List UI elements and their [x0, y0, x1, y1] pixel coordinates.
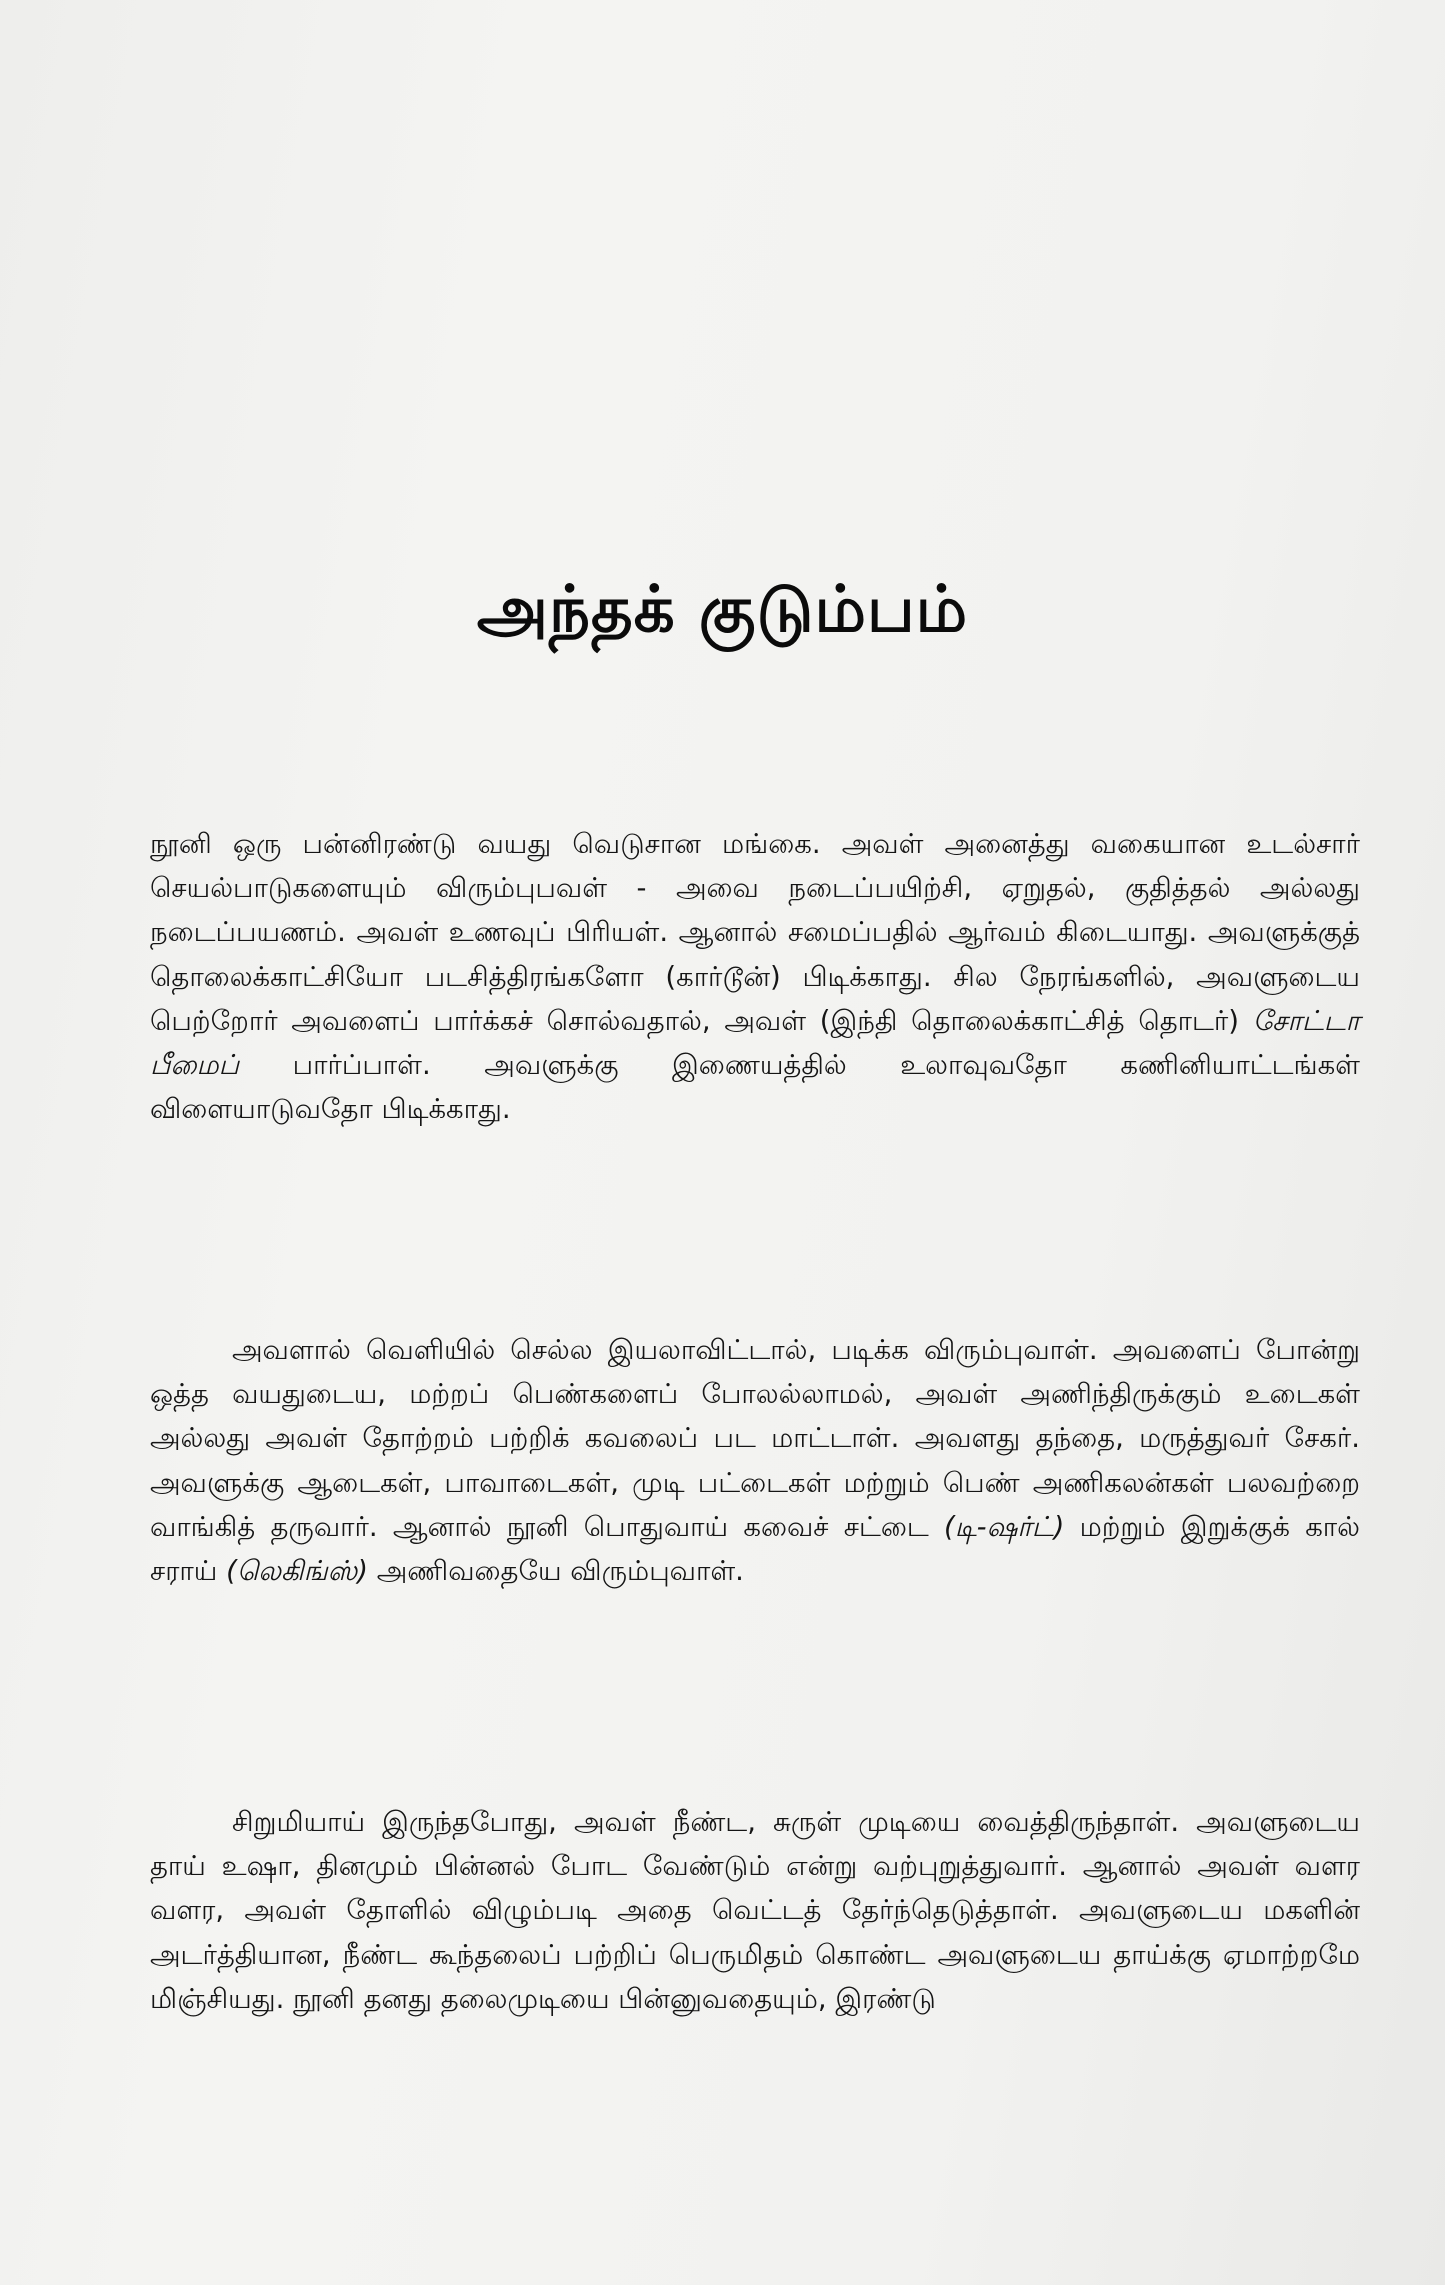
body-text: [150, 822, 1360, 2021]
paragraph-text: அணிவதையே விரும்புவாள்.: [367, 1555, 744, 1588]
paragraph-text: சிறுமியாய் இருந்தபோது, அவள் நீண்ட, சுருள் முடியை வைத்திருந்தாள். அவளுடைய தாய் உஷா, தினமும் பின்னல் போட வேண்டும் என்று வற்புறுத்துவார். ஆனால் அவள் வளர வளர, அவள் தோளில் விழும்படி அதை வெட்டத் தேர்ந்தெடுத்தாள். அவளுடைய மகளின் அடர்த்தியான, நீண்ட கூந்தலைப் பற்றிப் பெருமிதம் கொண்ட அவளுடைய தாய்க்கு ஏமாற்றமே மிஞ்சியது. நூனி தனது தலைமுடியை பின்னுவதையும், இரண்டு: [150, 1806, 1360, 2015]
paragraph-1: [150, 822, 1360, 1308]
paragraph-text: நூனி ஒரு பன்னிரண்டு வயது வெடுசான மங்கை. அவள் அனைத்து வகையான உடல்சார் செயல்பாடுகளையும் விரும்புபவள் - அவை நடைப்பயிற்சி, ஏறுதல், குதித்தல் அல்லது நடைப்பயணம். அவள் உணவுப் பிரியள். ஆனால் சமைப்பதில் ஆர்வம் கிடையாது. அவளுக்குத் தொலைக்காட்சியோ படசித்திரங்களோ (கார்டூன்) பிடிக்காது. சில நேரங்களில், அவளுடைய பெற்றோர் அவளைப் பார்க்கச் சொல்வதால், அவள் (இந்தி தொலைக்காட்சித் தொடர்): [150, 828, 1360, 1037]
chapter-title: அந்தக் குடும்பம்: [476, 573, 969, 647]
italic-term: (லெகிங்ஸ்): [226, 1555, 368, 1588]
paragraph-3: [150, 1800, 1360, 2021]
italic-show-name: சோட்டா பீமைப்: [150, 1004, 1360, 1082]
paragraph-text: மற்றும் இறுக்குக் கால் சராய்: [150, 1510, 1361, 1588]
italic-term: (டி-ஷர்ட்): [944, 1510, 1065, 1543]
paragraph-text: பார்ப்பாள். அவளுக்கு இணையத்தில் உலாவுவதோ கணினியாட்டங்கள் விளையாடுவதோ பிடிக்காது.: [150, 1049, 1360, 1126]
paragraph-2: [150, 1328, 1360, 1774]
paragraph-text: அவளால் வெளியில் செல்ல இயலாவிட்டால், படிக்க விரும்புவாள். அவளைப் போன்று ஒத்த வயதுடைய, மற்றப் பெண்களைப் போலல்லாமல், அவள் அணிந்திருக்கும் உடைகள் அல்லது அவள் தோற்றம் பற்றிக் கவலைப் பட மாட்டாள். அவளது தந்தை, மருத்துவர் சேகர். அவளுக்கு ஆடைகள், பாவாடைகள், முடி பட்டைகள் மற்றும் பெண் அணிகலன்கள் பலவற்றை வாங்கித் தருவார். ஆனால் நூனி பொதுவாய் கவைச் சட்டை: [150, 1334, 1360, 1543]
